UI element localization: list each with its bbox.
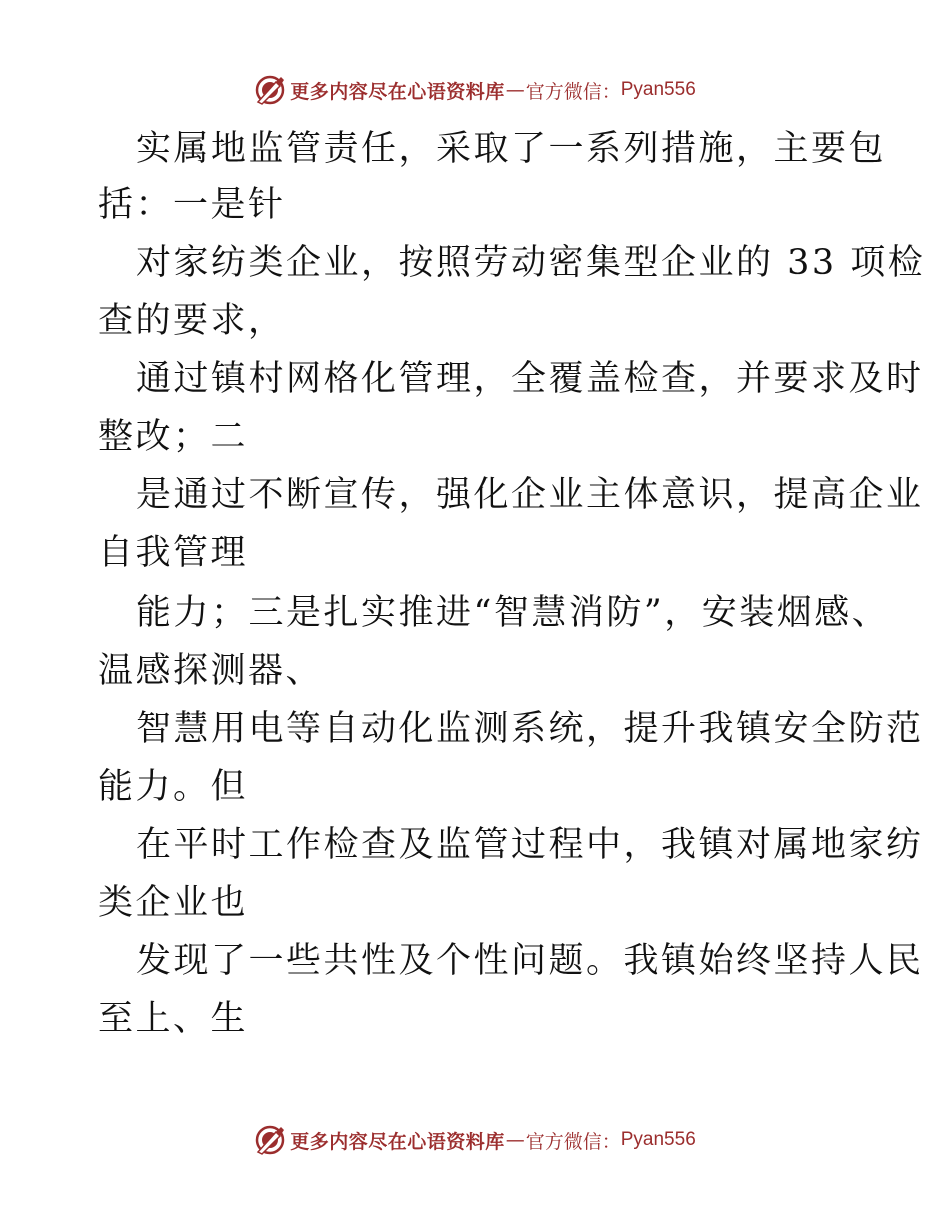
text-line: 括：一是针 (98, 185, 286, 225)
text-line: 在平时工作检查及监管过程中，我镇对属地家纺 (136, 825, 924, 865)
footer-banner-main-text: 更多内容尽在心语资料库 (290, 1130, 505, 1153)
pen-seal-logo-icon (254, 1124, 286, 1156)
footer-banner (0, 1122, 950, 1158)
text-line: 对家纺类企业，按照劳动密集型企业的 33 项检 (136, 243, 926, 283)
header-banner-label: 官方微信： (525, 80, 621, 103)
text-line: 自我管理 (98, 533, 249, 573)
text-line: 智慧用电等自动化监测系统，提升我镇安全防范 (136, 709, 924, 749)
text-line: 发现了一些共性及个性问题。我镇始终坚持人民 (136, 941, 924, 981)
text-line: 实属地监管责任，采取了一系列措施，主要包 (136, 129, 887, 169)
text-line: 类企业也 (98, 883, 249, 923)
footer-banner-label: 官方微信： (525, 1130, 621, 1153)
header-banner (0, 72, 950, 108)
header-banner-main-text: 更多内容尽在心语资料库 (290, 80, 505, 103)
text-line: 查的要求， (98, 301, 286, 341)
footer-banner-wechat-id: Pyan556 (620, 1129, 696, 1150)
text-line: 通过镇村网格化管理，全覆盖检查，并要求及时 (136, 359, 924, 399)
footer-banner-dash: — (505, 1129, 525, 1151)
text-line: 是通过不断宣传，强化企业主体意识，提高企业 (136, 475, 924, 515)
text-line: 能力。但 (98, 767, 249, 807)
text-line: 至上、生 (98, 999, 249, 1039)
pen-seal-logo-icon (254, 74, 286, 106)
text-line: 温感探测器、 (98, 651, 324, 691)
header-banner-wechat-id: Pyan556 (620, 79, 696, 100)
text-line: 整改；二 (98, 417, 249, 457)
text-line: 能力；三是扎实推进“智慧消防”，安装烟感、 (136, 593, 890, 633)
header-banner-dash: — (505, 79, 525, 101)
